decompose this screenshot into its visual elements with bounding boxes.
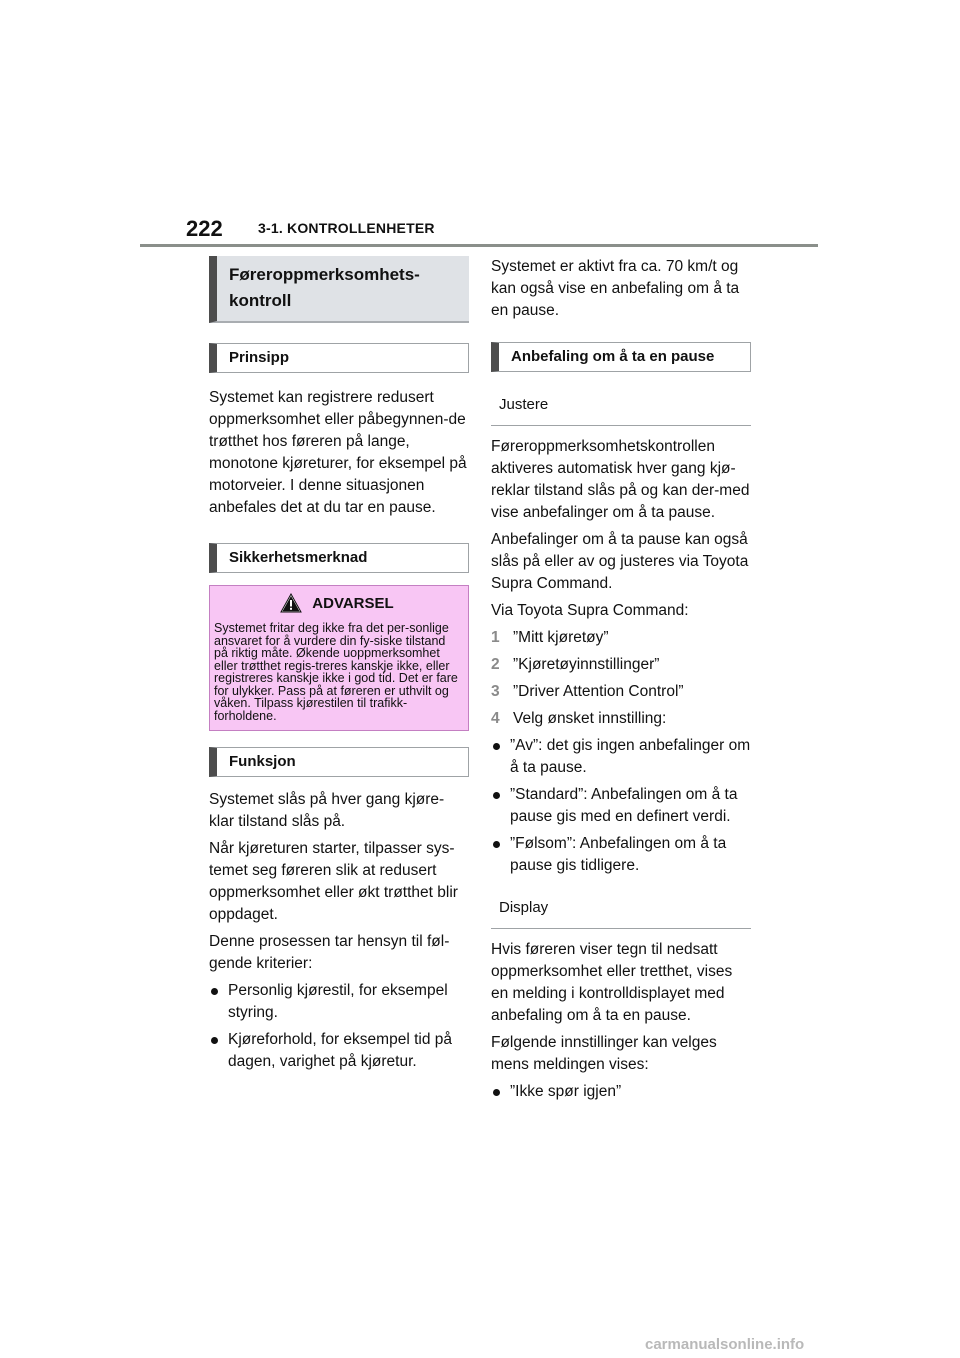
list-item-text: Personlig kjørestil, for eksempel styring.: [228, 982, 448, 1021]
bullet-icon: [493, 792, 500, 799]
safety-heading: Sikkerhetsmerknad: [209, 543, 469, 573]
adjust-paragraph-1: Føreroppmerksomhetskontrollen aktiveres automatisk hver gang kjø-reklar tilstand slås på og kan der-med vise anbefalinger om å ta pause.: [491, 438, 750, 521]
bullet-icon: [493, 841, 500, 848]
right-column: [491, 256, 751, 1108]
display-paragraph-2: Følgende innstillinger kan velges mens meldingen vises:: [491, 1034, 717, 1073]
list-item-text: ”Ikke spør igjen”: [510, 1083, 622, 1100]
warning-triangle-icon: [280, 593, 302, 613]
criteria-list: [209, 980, 469, 1073]
list-item-text: Kjøreforhold, for eksempel tid på dagen, varighet på kjøretur.: [228, 1031, 452, 1070]
step-text: ”Kjøretøyinnstillinger”: [513, 656, 660, 673]
footer-watermark: carmanualsonline.info: [645, 1336, 805, 1353]
list-item-text: ”Standard”: Anbefalingen om å ta pause gis med en definert verdi.: [510, 786, 738, 825]
display-heading: Display: [491, 887, 751, 929]
principle-heading: Prinsipp: [209, 343, 469, 373]
list-item: [209, 980, 469, 1024]
list-item: [491, 833, 751, 877]
step-item: [491, 708, 751, 730]
step-item: [491, 627, 751, 649]
list-item-text: ”Følsom”: Anbefalingen om å ta pause gis tidligere.: [510, 835, 727, 874]
list-item-text: ”Av”: det gis ingen anbefalinger om å ta pause.: [510, 737, 751, 776]
bullet-icon: [493, 1089, 500, 1096]
warning-text: Systemet fritar deg ikke fra det per-sonlige ansvaret for å vurdere din fy-siske tilstand på riktig måte. Økende uoppmerksomhet eller trøtthet regis-treres kanskje ikke, eller registreres kanskje ikke i god tid. Det er fare for ulykker. Pass på at føreren er uthvilt og våken. Tilpass kjørestilen til trafikk-forholdene.: [214, 621, 458, 723]
warning-title: ADVARSEL: [312, 594, 394, 612]
function-paragraph-1: Systemet slås på hver gang kjøre-klar tilstand slås på.: [209, 791, 445, 830]
function-paragraph-2: Når kjøreturen starter, tilpasser sys-temet seg føreren slik at redusert oppmerksomhet eller økt trøtthet blir oppdaget.: [209, 840, 458, 923]
bullet-icon: [211, 988, 218, 995]
warning-box: [209, 585, 469, 731]
section-title: 3-1. KONTROLLENHETER: [258, 220, 435, 236]
settings-list: [491, 735, 751, 877]
list-item: [491, 1081, 751, 1103]
step-item: [491, 681, 751, 703]
list-item: [491, 784, 751, 828]
function-paragraph-3: Denne prosessen tar hensyn til føl-gende kriterier:: [209, 933, 450, 972]
steps-list: [491, 627, 751, 730]
step-number: 3: [491, 683, 500, 700]
function-heading: Funksjon: [209, 747, 469, 777]
principle-text: Systemet kan registrere redusert oppmerksomhet eller påbegynnen-de trøtthet hos føreren på lange, monotone kjøreturer, for eksempel på motorveier. I denne situasjonen anbefales det at du tar en pause.: [209, 389, 467, 516]
adjust-paragraph-2: Anbefalinger om å ta pause kan også slås på eller av og justeres via Toyota Supra Command.: [491, 531, 749, 592]
list-item: [209, 1029, 469, 1073]
display-paragraph-1: Hvis føreren viser tegn til nedsatt oppmerksomhet eller tretthet, vises en melding i kontrolldisplayet med anbefaling om å ta en pause.: [491, 941, 733, 1024]
step-text: Velg ønsket innstilling:: [513, 710, 667, 727]
header-rule: [140, 244, 818, 247]
bullet-icon: [211, 1037, 218, 1044]
left-column: [209, 256, 469, 1078]
list-item: [491, 735, 751, 779]
step-number: 1: [491, 629, 500, 646]
adjust-paragraph-3: Via Toyota Supra Command:: [491, 602, 689, 619]
step-item: [491, 654, 751, 676]
page-number: 222: [186, 216, 223, 241]
bullet-icon: [493, 743, 500, 750]
display-options-list: [491, 1081, 751, 1103]
main-heading: Føreroppmerksomhets-kontroll: [209, 256, 469, 323]
step-number: 2: [491, 656, 500, 673]
intro-text: Systemet er aktivt fra ca. 70 km/t og kan også vise en anbefaling om å ta en pause.: [491, 258, 740, 319]
step-text: ”Mitt kjøretøy”: [513, 629, 609, 646]
adjust-heading: Justere: [491, 384, 751, 426]
pause-heading: Anbefaling om å ta en pause: [491, 342, 751, 372]
warning-title-row: [214, 592, 460, 614]
step-text: ”Driver Attention Control”: [513, 683, 684, 700]
page-header: [0, 0, 960, 250]
step-number: 4: [491, 710, 500, 727]
